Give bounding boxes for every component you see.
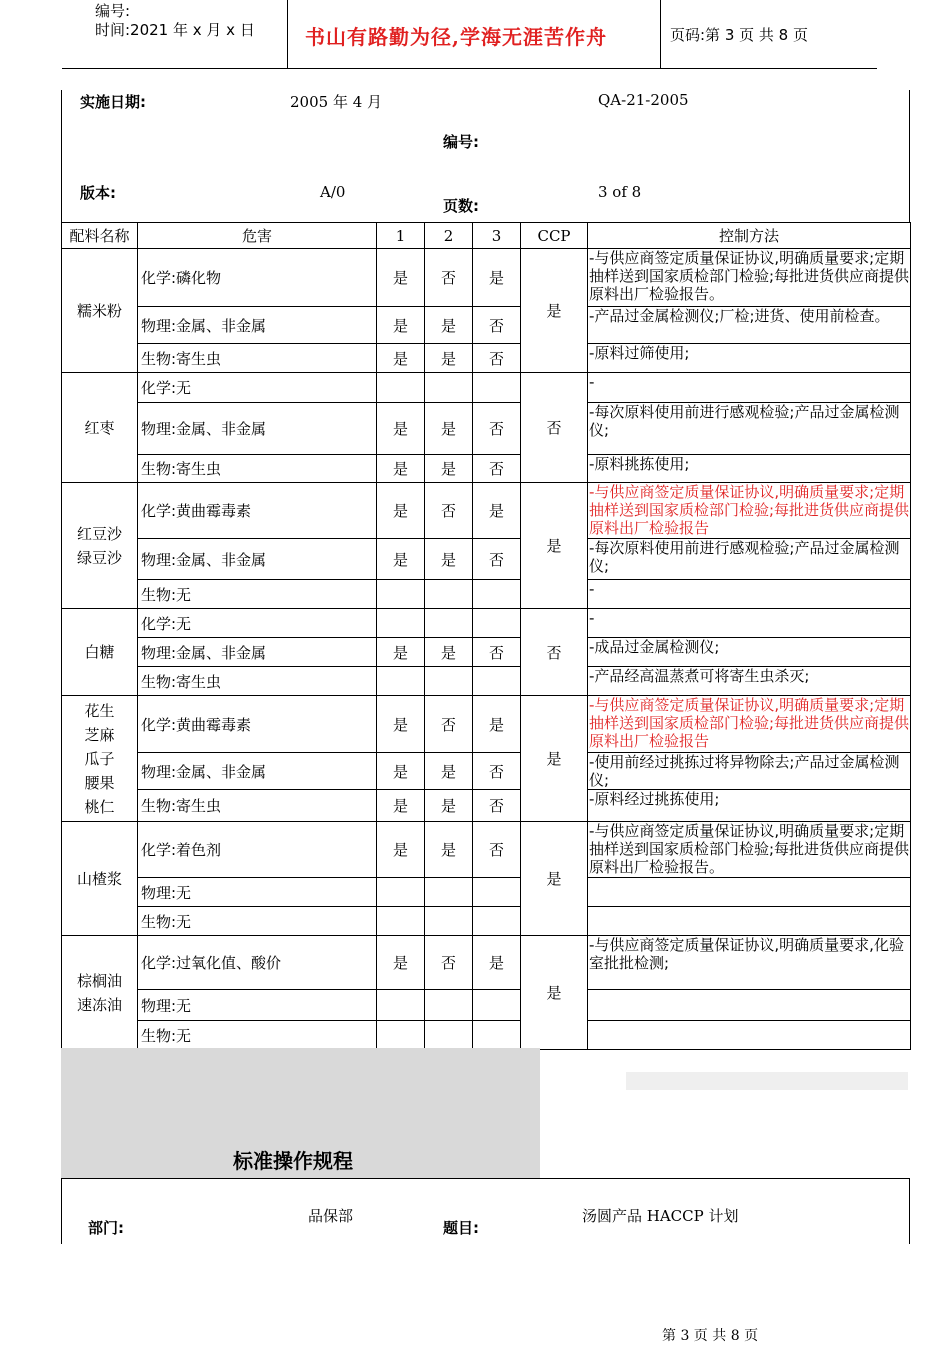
- control-method: -产品过金属检测仪;厂检;进货、使用前检查。: [588, 307, 911, 344]
- decision-q3: 否: [473, 403, 521, 455]
- table-row: [62, 344, 911, 373]
- decision-q2: 是: [425, 790, 473, 822]
- decision-q1: [377, 1021, 425, 1050]
- table-header-row: [62, 223, 911, 249]
- ccp-cell: 是: [521, 483, 588, 609]
- decision-q1: 是: [377, 753, 425, 790]
- material-name: 棕榈油 速冻油: [62, 936, 138, 1050]
- decision-q3: 否: [473, 638, 521, 667]
- hazard-cell: 化学:着色剂: [138, 822, 377, 878]
- control-method: -成品过金属检测仪;: [588, 638, 911, 667]
- decision-q1: 是: [377, 822, 425, 878]
- form-border-right: [909, 90, 910, 222]
- decision-q2: [425, 373, 473, 403]
- decision-q2: 否: [425, 936, 473, 990]
- table-row: [62, 822, 911, 878]
- hazard-cell: 物理:无: [138, 878, 377, 907]
- decision-q1: [377, 580, 425, 609]
- header-divider: [660, 0, 661, 68]
- table-row: [62, 878, 911, 907]
- table-row: [62, 1021, 911, 1050]
- ccp-cell: 是: [521, 936, 588, 1050]
- page-header: [62, 0, 877, 69]
- decision-q2: [425, 1021, 473, 1050]
- document-code: QA-21-2005: [598, 91, 689, 109]
- decision-q1: [377, 667, 425, 696]
- decision-q3: 否: [473, 307, 521, 344]
- table-row: [62, 638, 911, 667]
- decision-q1: [377, 990, 425, 1021]
- control-method: -每次原料使用前进行感观检验;产品过金属检测仪;: [588, 403, 911, 455]
- table-row: [62, 307, 911, 344]
- control-method: -原料挑拣使用;: [588, 455, 911, 483]
- decision-q1: [377, 878, 425, 907]
- lower-box-left: [61, 1178, 62, 1244]
- decision-q1: 是: [377, 403, 425, 455]
- table-row: [62, 403, 911, 455]
- hazard-cell: 生物:寄生虫: [138, 790, 377, 822]
- header-material: 配料名称: [62, 223, 138, 249]
- lower-box-top: [61, 1178, 910, 1179]
- decision-q1: 是: [377, 249, 425, 307]
- material-name: 花生 芝麻 瓜子 腰果 桃仁: [62, 696, 138, 822]
- hazard-cell: 化学:无: [138, 373, 377, 403]
- decision-q2: [425, 667, 473, 696]
- hazard-cell: 物理:金属、非金属: [138, 539, 377, 580]
- hazard-cell: 物理:金属、非金属: [138, 307, 377, 344]
- decision-q2: [425, 878, 473, 907]
- header-motto: 书山有路勤为径,学海无涯苦作舟: [305, 25, 607, 49]
- material-name: 红枣: [62, 373, 138, 483]
- decision-q1: 是: [377, 455, 425, 483]
- header-time: 时间:2021 年 x 月 x 日: [95, 21, 255, 39]
- ccp-cell: 是: [521, 822, 588, 936]
- gray-strip: [626, 1072, 908, 1090]
- table-row: [62, 580, 911, 609]
- procedure-title: 标准操作规程: [233, 1149, 353, 1173]
- control-method: [588, 878, 911, 907]
- decision-q1: 是: [377, 307, 425, 344]
- hazard-cell: 物理:金属、非金属: [138, 403, 377, 455]
- control-method: -: [588, 609, 911, 638]
- control-method: -与供应商签定质量保证协议,明确质量要求;定期抽样送到国家质检部门检验;每批进货供应商提供原料出厂检验报告: [589, 483, 910, 537]
- decision-q3: 是: [473, 249, 521, 307]
- page-footer: 第 3 页 共 8 页: [662, 1328, 759, 1344]
- ccp-cell: 是: [521, 249, 588, 373]
- decision-q3: 是: [473, 483, 521, 539]
- table-row: [62, 483, 911, 539]
- decision-q2: 是: [425, 638, 473, 667]
- decision-q3: 是: [473, 696, 521, 753]
- version-label: 版本:: [80, 184, 116, 202]
- hazard-analysis-table: [61, 222, 911, 1050]
- control-method: -产品经高温蒸煮可将寄生虫杀灭;: [588, 667, 911, 696]
- decision-q3: 否: [473, 344, 521, 373]
- control-method: -使用前经过挑拣过将异物除去;产品过金属检测仪;: [588, 753, 911, 790]
- hazard-cell: 化学:黄曲霉毒素: [138, 483, 377, 539]
- decision-q3: [473, 990, 521, 1021]
- decision-q1: [377, 609, 425, 638]
- hazard-cell: 生物:无: [138, 1021, 377, 1050]
- decision-q1: 是: [377, 483, 425, 539]
- material-name: 山楂浆: [62, 822, 138, 936]
- header-hazard: 危害: [138, 223, 377, 249]
- decision-q3: [473, 878, 521, 907]
- hazard-cell: 生物:寄生虫: [138, 344, 377, 373]
- subject-label: 题目:: [443, 1219, 479, 1237]
- decision-q1: 是: [377, 936, 425, 990]
- lower-box-right: [909, 1178, 910, 1244]
- decision-q3: [473, 667, 521, 696]
- decision-q1: [377, 373, 425, 403]
- control-method: -原料经过挑拣使用;: [588, 790, 911, 822]
- hazard-cell: 物理:无: [138, 990, 377, 1021]
- ccp-cell: 否: [521, 609, 588, 696]
- table-row: [62, 249, 911, 307]
- subject-value: 汤圆产品 HACCP 计划: [582, 1207, 739, 1225]
- decision-q2: [425, 609, 473, 638]
- decision-q2: 是: [425, 455, 473, 483]
- table-row: [62, 455, 911, 483]
- header-q2: 2: [425, 223, 473, 249]
- control-method: [588, 990, 911, 1021]
- header-number-label: 编号:: [95, 2, 131, 20]
- decision-q3: [473, 1021, 521, 1050]
- decision-q2: 是: [425, 753, 473, 790]
- material-name: 白糖: [62, 609, 138, 696]
- hazard-cell: 生物:寄生虫: [138, 455, 377, 483]
- hazard-cell: 物理:金属、非金属: [138, 753, 377, 790]
- control-method: -与供应商签定质量保证协议,明确质量要求;定期抽样送到国家质检部门检验;每批进货供应商提供原料出厂检验报告。: [589, 822, 910, 876]
- pages-value: 3 of 8: [598, 183, 642, 201]
- table-row: [62, 696, 911, 753]
- header-control: 控制方法: [588, 223, 911, 249]
- ccp-cell: 是: [521, 696, 588, 822]
- table-row: [62, 907, 911, 936]
- decision-q1: 是: [377, 638, 425, 667]
- decision-q2: 是: [425, 539, 473, 580]
- hazard-cell: 生物:寄生虫: [138, 667, 377, 696]
- version-value: A/0: [320, 183, 346, 201]
- control-method: -与供应商签定质量保证协议,明确质量要求;定期抽样送到国家质检部门检验;每批进货供应商提供原料出厂检验报告。: [588, 249, 911, 307]
- number-label: 编号:: [443, 133, 479, 151]
- decision-q3: [473, 609, 521, 638]
- dept-value: 品保部: [308, 1207, 354, 1225]
- decision-q1: [377, 907, 425, 936]
- decision-q1: 是: [377, 539, 425, 580]
- table-row: [62, 609, 911, 638]
- header-q1: 1: [377, 223, 425, 249]
- hazard-cell: 化学:黄曲霉毒素: [138, 696, 377, 753]
- control-method: -原料过筛使用;: [588, 344, 911, 373]
- material-name: 红豆沙 绿豆沙: [62, 483, 138, 609]
- decision-q2: 是: [425, 822, 473, 878]
- decision-q3: 否: [473, 539, 521, 580]
- decision-q3: 否: [473, 822, 521, 878]
- decision-q3: 否: [473, 455, 521, 483]
- control-method: [588, 907, 911, 936]
- control-method: [588, 1021, 911, 1050]
- table-row: [62, 790, 911, 822]
- hazard-cell: 化学:无: [138, 609, 377, 638]
- decision-q2: 是: [425, 403, 473, 455]
- control-method: -: [588, 373, 911, 403]
- table-row: [62, 936, 911, 990]
- decision-q3: [473, 907, 521, 936]
- control-method: -与供应商签定质量保证协议,明确质量要求,化验室批批检测;: [588, 936, 911, 990]
- decision-q1: 是: [377, 790, 425, 822]
- decision-q3: [473, 373, 521, 403]
- decision-q2: 否: [425, 249, 473, 307]
- header-q3: 3: [473, 223, 521, 249]
- dept-label: 部门:: [88, 1219, 124, 1237]
- ccp-cell: 否: [521, 373, 588, 483]
- material-name: 糯米粉: [62, 249, 138, 373]
- hazard-cell: 生物:无: [138, 907, 377, 936]
- hazard-cell: 物理:金属、非金属: [138, 638, 377, 667]
- header-divider: [287, 0, 288, 68]
- hazard-cell: 化学:过氧化值、酸价: [138, 936, 377, 990]
- decision-q2: 否: [425, 483, 473, 539]
- table-row: [62, 753, 911, 790]
- header-ccp: CCP: [521, 223, 588, 249]
- form-border-left: [61, 90, 62, 222]
- decision-q2: [425, 990, 473, 1021]
- control-method: -: [588, 580, 911, 609]
- pages-label: 页数:: [443, 197, 479, 215]
- decision-q2: [425, 580, 473, 609]
- control-method: -每次原料使用前进行感观检验;产品过金属检测仪;: [588, 539, 911, 580]
- decision-q3: [473, 580, 521, 609]
- decision-q2: 是: [425, 344, 473, 373]
- hazard-cell: 化学:磷化物: [138, 249, 377, 307]
- decision-q3: 是: [473, 936, 521, 990]
- decision-q2: [425, 907, 473, 936]
- decision-q1: 是: [377, 696, 425, 753]
- table-row: [62, 373, 911, 403]
- table-row: [62, 667, 911, 696]
- header-meta: [95, 2, 255, 40]
- table-row: [62, 539, 911, 580]
- decision-q1: 是: [377, 344, 425, 373]
- hazard-cell: 生物:无: [138, 580, 377, 609]
- decision-q3: 否: [473, 790, 521, 822]
- decision-q2: 否: [425, 696, 473, 753]
- effective-date-value: 2005 年 4 月: [290, 93, 383, 111]
- decision-q2: 是: [425, 307, 473, 344]
- header-page-info: 页码:第 3 页 共 8 页: [670, 26, 808, 44]
- effective-date-label: 实施日期:: [80, 93, 146, 111]
- control-method: -与供应商签定质量保证协议,明确质量要求;定期抽样送到国家质检部门检验;每批进货供应商提供原料出厂检验报告: [588, 696, 911, 753]
- table-row: [62, 990, 911, 1021]
- decision-q3: 否: [473, 753, 521, 790]
